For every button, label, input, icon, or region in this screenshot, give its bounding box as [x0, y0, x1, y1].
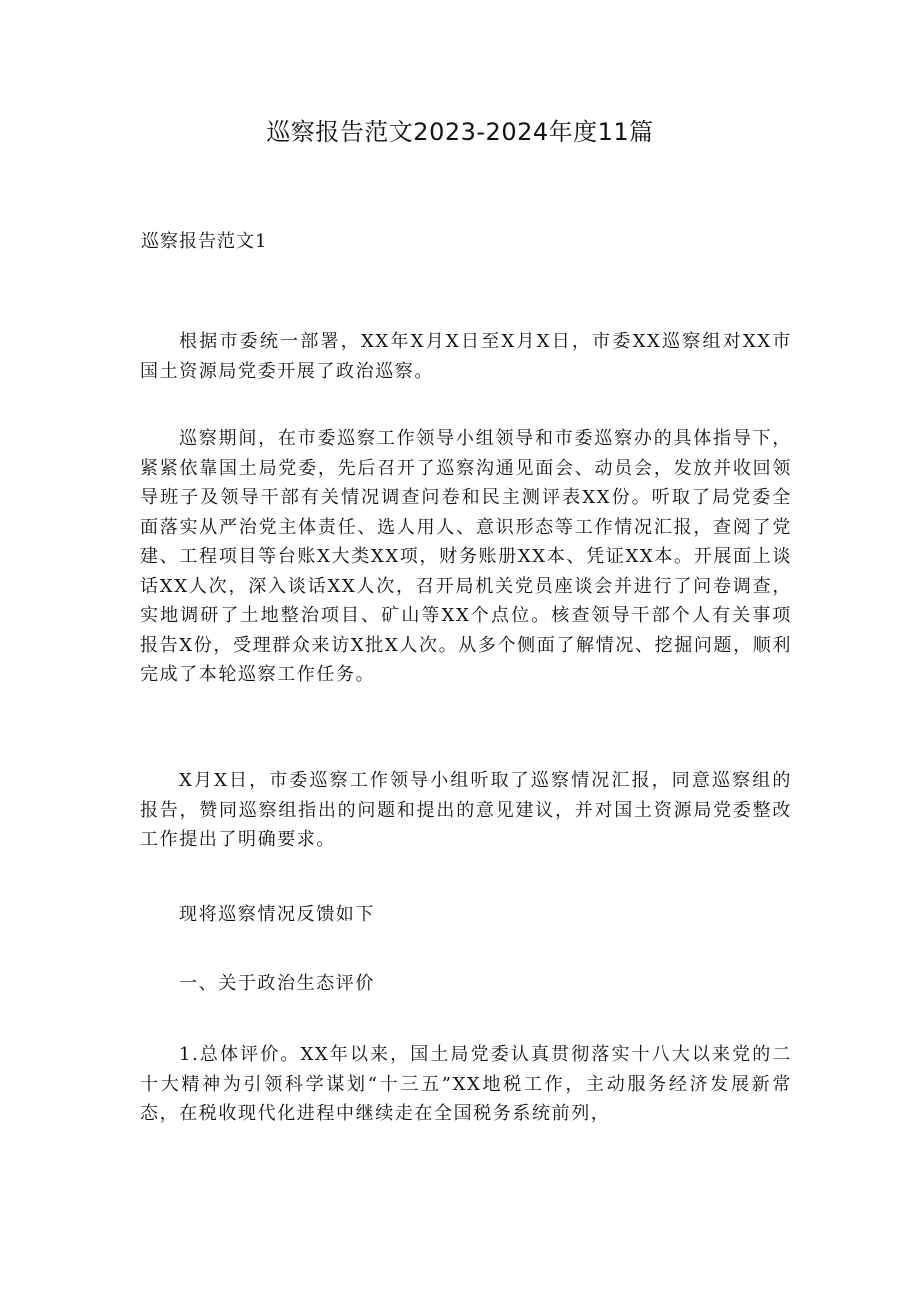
- paragraph-overall-evaluation: 1.总体评价。XX年以来，国土局党委认真贯彻落实十八大以来党的二十大精神为引领科学谋划“十三五”XX地税工作，主动服务经济发展新常态，在税收现代化进程中继续走在全国税务系统前列，: [140, 1044, 792, 1124]
- paragraph-section-one-heading: 一、关于政治生态评价: [179, 973, 375, 994]
- paragraph-report-approval: X月X日，市委巡察工作领导小组听取了巡察情况汇报，同意巡察组的报告，赞同巡察组指出的问题和提出的意见建议，并对国土资源局党委整改工作提出了明确要求。: [140, 770, 792, 850]
- paragraph-inspection-period: 巡察期间，在市委巡察工作领导小组领导和市委巡察办的具体指导下，紧紧依靠国土局党委，先后召开了巡察沟通见面会、动员会，发放并收回领导班子及领导干部有关情况调查问卷和民主测评表XX份。听取了局党委全面落实从严治党主体责任、选人用人、意识形态等工作情况汇报，查阅了党建、工程项目等台账X大类XX项，财务账册XX本、凭证XX本。开展面上谈话XX人次，深入谈话XX人次，召开局机关党员座谈会并进行了问卷调查，实地调研了土地整治项目、矿山等XX个点位。核查领导干部个人有关事项报告X份，受理群众来访X批X人次。从多个侧面了解情况、挖掘问题，顺利完成了本轮巡察工作任务。: [140, 428, 792, 685]
- paragraph-intro: 根据市委统一部署，XX年X月X日至X月X日，市委XX巡察组对XX市国土资源局党委开展了政治巡察。: [140, 331, 792, 382]
- document-title: 巡察报告范文2023-2024年度11篇: [266, 118, 654, 146]
- section-heading: 巡察报告范文1: [141, 231, 268, 252]
- paragraph-feedback-lead: 现将巡察情况反馈如下: [179, 904, 375, 925]
